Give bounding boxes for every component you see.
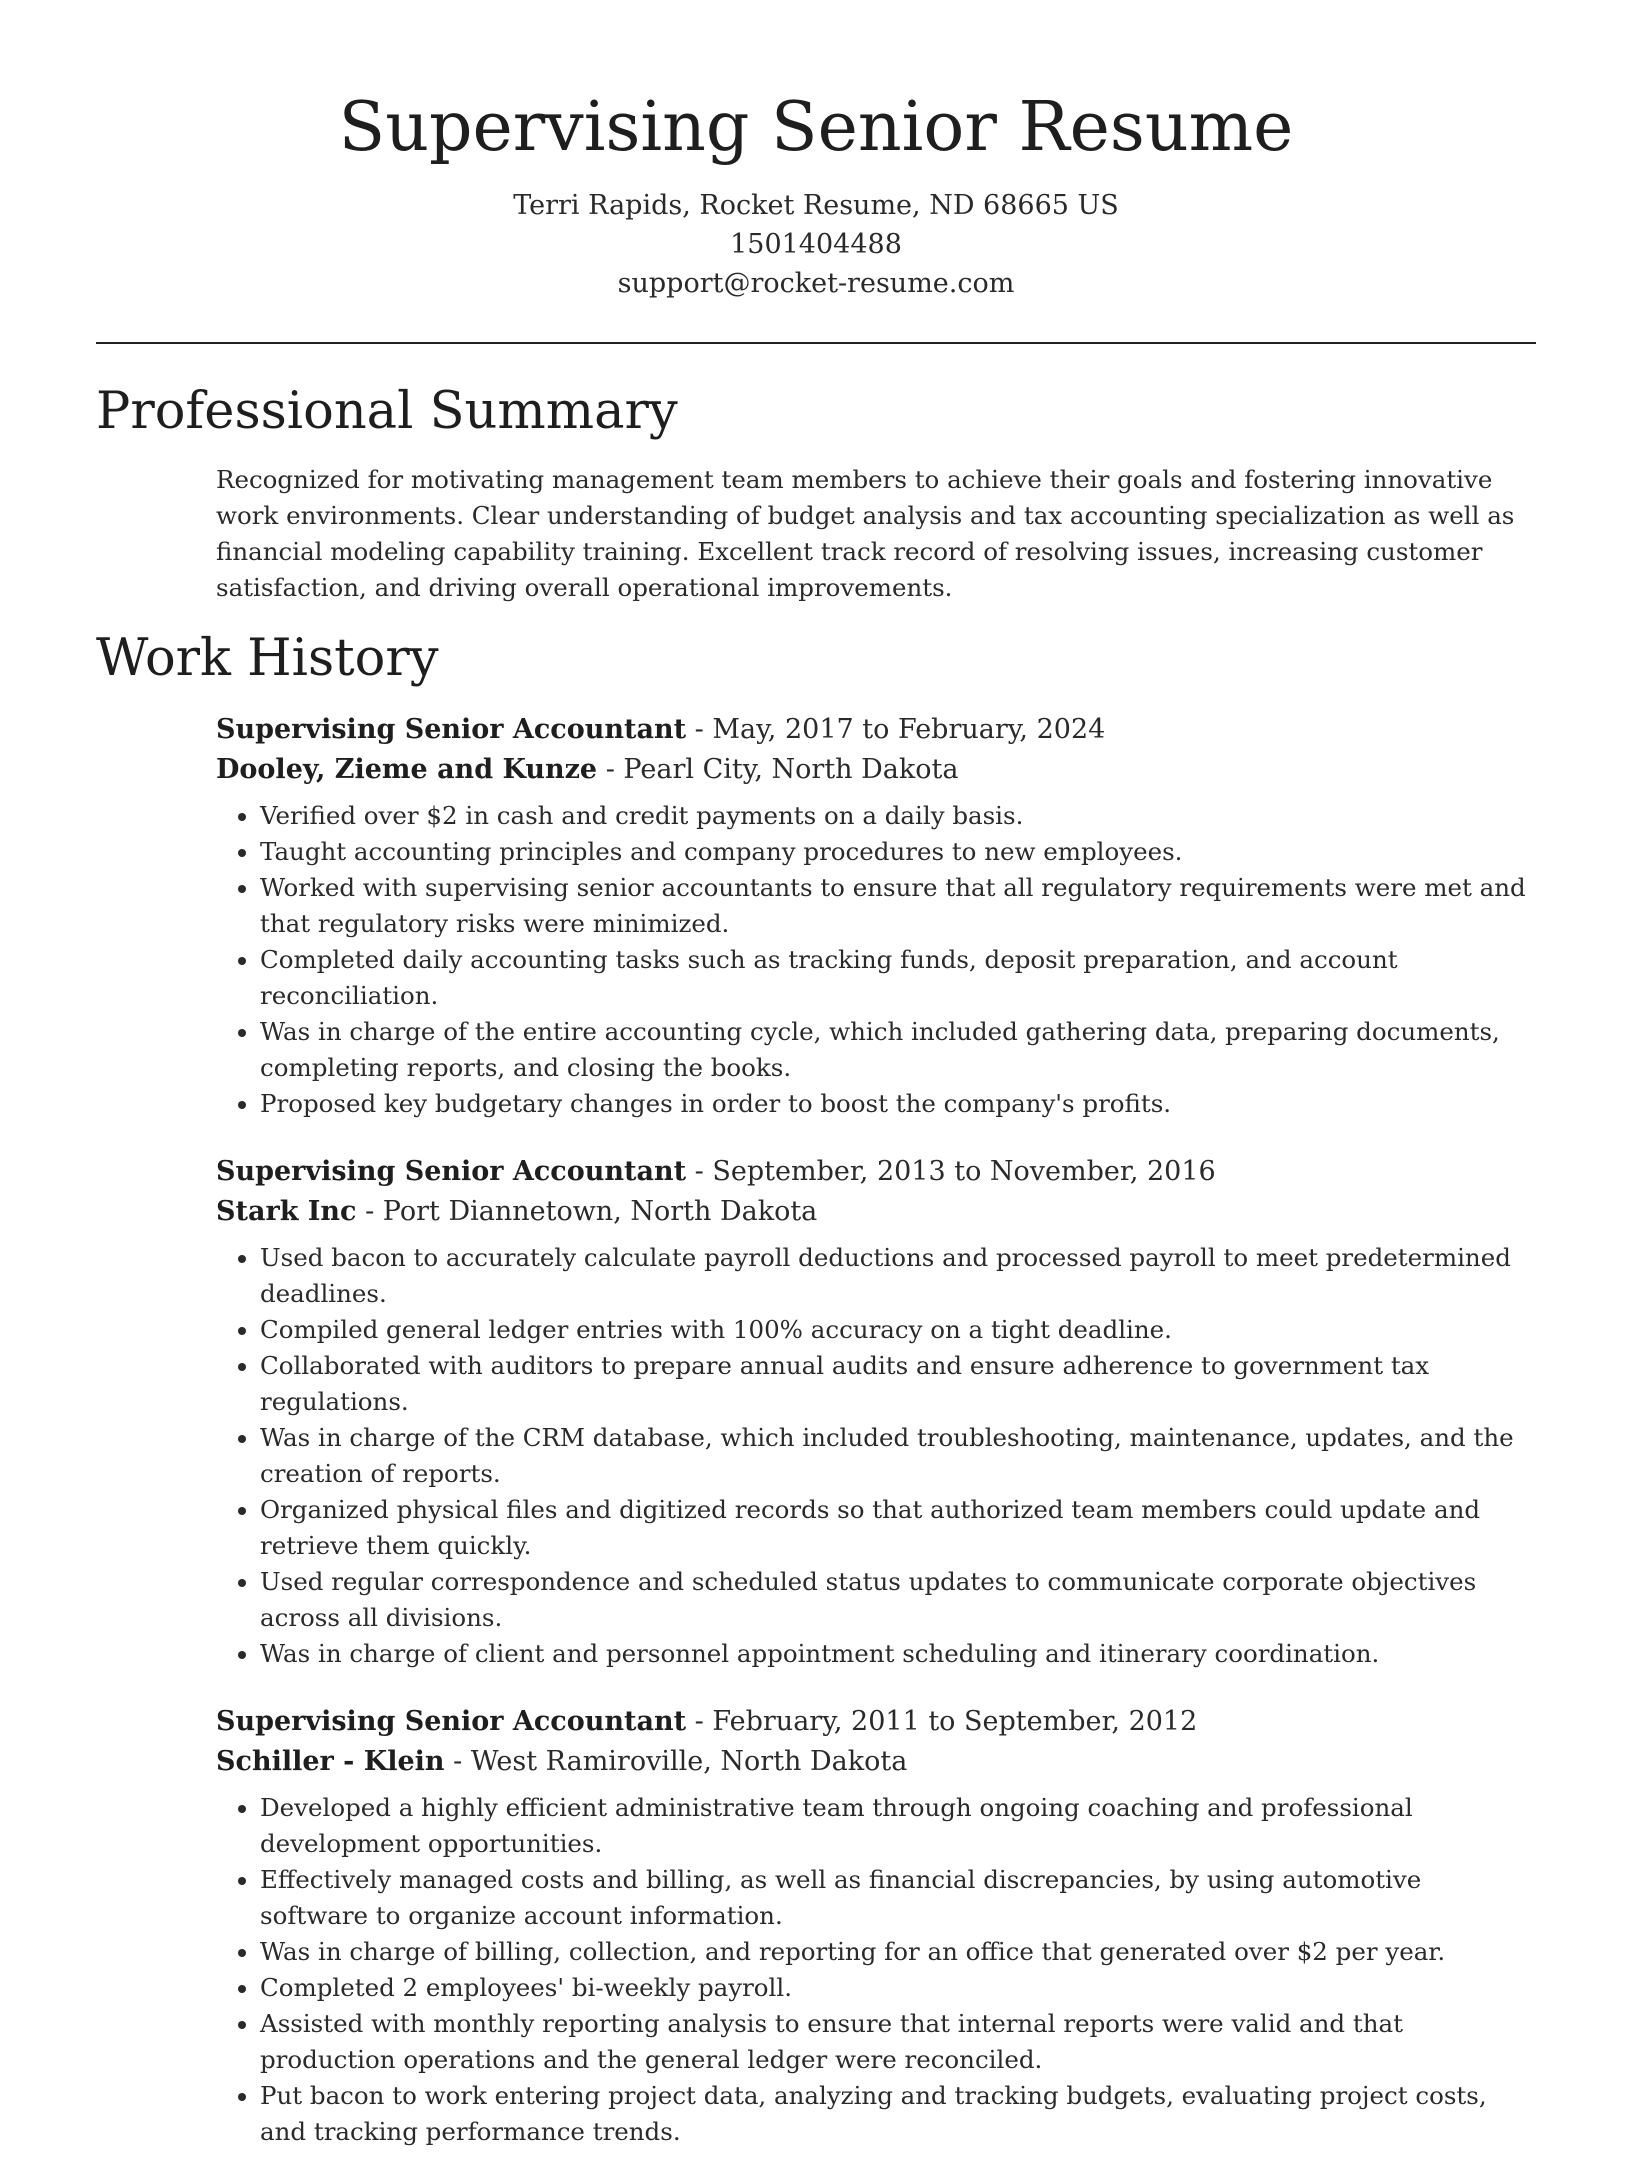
job-bullets	[216, 1790, 1536, 2150]
job-bullet: • Used bacon to accurately calculate payroll deductions and processed payroll to meet predetermined deadlines.	[260, 1240, 1536, 1312]
job-bullet: • Used regular correspondence and scheduled status updates to communicate corporate objectives across all divisions.	[260, 1564, 1536, 1636]
job-bullet: • Assisted with monthly reporting analysis to ensure that internal reports were valid and that production operations and the general ledger were reconciled.	[260, 2006, 1536, 2078]
job-bullet: • Worked with supervising senior accountants to ensure that all regulatory requirements were met and that regulatory risks were minimized.	[260, 870, 1536, 942]
resume-header	[0, 0, 1632, 303]
job-location: - Port Diannetown, North Dakota	[356, 1196, 818, 1227]
job-bullet: • Collaborated with auditors to prepare annual audits and ensure adherence to government tax regulations.	[260, 1348, 1536, 1420]
job-location: - Pearl City, North Dakota	[597, 754, 959, 785]
header-divider	[96, 342, 1536, 344]
job-company: Stark Inc	[216, 1196, 357, 1227]
job-bullet: • Compiled general ledger entries with 100% accuracy on a tight deadline.	[260, 1312, 1536, 1348]
job-bullet: • Effectively managed costs and billing, as well as financial discrepancies, by using automotive software to organize account information.	[260, 1862, 1536, 1934]
job-bullet: • Organized physical files and digitized records so that authorized team members could update and retrieve them quickly.	[260, 1492, 1536, 1564]
job-dates: - May, 2017 to February, 2024	[686, 714, 1106, 745]
contact-info	[0, 186, 1632, 303]
job-bullet: • Was in charge of the entire accounting cycle, which included gathering data, preparing documents, completing reports, and closing the books.	[260, 1014, 1536, 1086]
job-bullets	[216, 798, 1536, 1122]
summary-text: Recognized for motivating management team members to achieve their goals and fostering innovative work environments. Clear understanding of budget analysis and tax accounting specialization as well as financial modeling capability training. Excellent track record of resolving issues, increasing customer satisfaction, and driving overall operational improvements.	[216, 465, 1515, 602]
job-title-line	[216, 1152, 1536, 1192]
job-entry	[216, 710, 1536, 1122]
job-company-line	[216, 1742, 1536, 1782]
resume-title: Supervising Senior Resume	[338, 88, 1294, 167]
job-location: - West Ramiroville, North Dakota	[444, 1746, 908, 1777]
job-dates: - September, 2013 to November, 2016	[686, 1156, 1216, 1187]
job-company-line	[216, 1192, 1536, 1232]
job-bullet: • Verified over $2 in cash and credit payments on a daily basis.	[260, 798, 1536, 834]
job-bullet: • Put bacon to work entering project data, analyzing and tracking budgets, evaluating project costs, and tracking performance trends.	[260, 2078, 1536, 2150]
job-company: Dooley, Zieme and Kunze	[216, 754, 598, 785]
job-bullet: • Developed a highly efficient administrative team through ongoing coaching and professional development opportunities.	[260, 1790, 1536, 1862]
work-history-heading: Work History	[96, 629, 439, 688]
job-bullet: • Was in charge of billing, collection, and reporting for an office that generated over $2 per year.	[260, 1934, 1536, 1970]
job-title-line	[216, 1702, 1536, 1742]
contact-email: support@rocket-resume.com	[617, 268, 1015, 299]
job-bullet: • Completed daily accounting tasks such as tracking funds, deposit preparation, and account reconciliation.	[260, 942, 1536, 1014]
contact-phone: 1501404488	[730, 229, 902, 260]
summary-heading: Professional Summary	[96, 382, 678, 441]
job-entry	[216, 1152, 1536, 1672]
job-dates: - February, 2011 to September, 2012	[686, 1706, 1198, 1737]
work-history-list	[216, 710, 1536, 2180]
job-position: Supervising Senior Accountant	[216, 714, 687, 745]
contact-address: Terri Rapids, Rocket Resume, ND 68665 US	[513, 190, 1119, 221]
job-bullet: • Was in charge of client and personnel appointment scheduling and itinerary coordination.	[260, 1636, 1536, 1672]
job-title-line	[216, 710, 1536, 750]
job-bullet: • Taught accounting principles and company procedures to new employees.	[260, 834, 1536, 870]
job-bullets	[216, 1240, 1536, 1672]
job-company: Schiller - Klein	[216, 1746, 445, 1777]
job-position: Supervising Senior Accountant	[216, 1706, 687, 1737]
job-position: Supervising Senior Accountant	[216, 1156, 687, 1187]
job-company-line	[216, 750, 1536, 790]
job-entry	[216, 1702, 1536, 2150]
job-bullet: • Proposed key budgetary changes in order to boost the company's profits.	[260, 1086, 1536, 1122]
job-bullet: • Completed 2 employees' bi-weekly payroll.	[260, 1970, 1536, 2006]
job-bullet: • Was in charge of the CRM database, which included troubleshooting, maintenance, updates, and the creation of reports.	[260, 1420, 1536, 1492]
